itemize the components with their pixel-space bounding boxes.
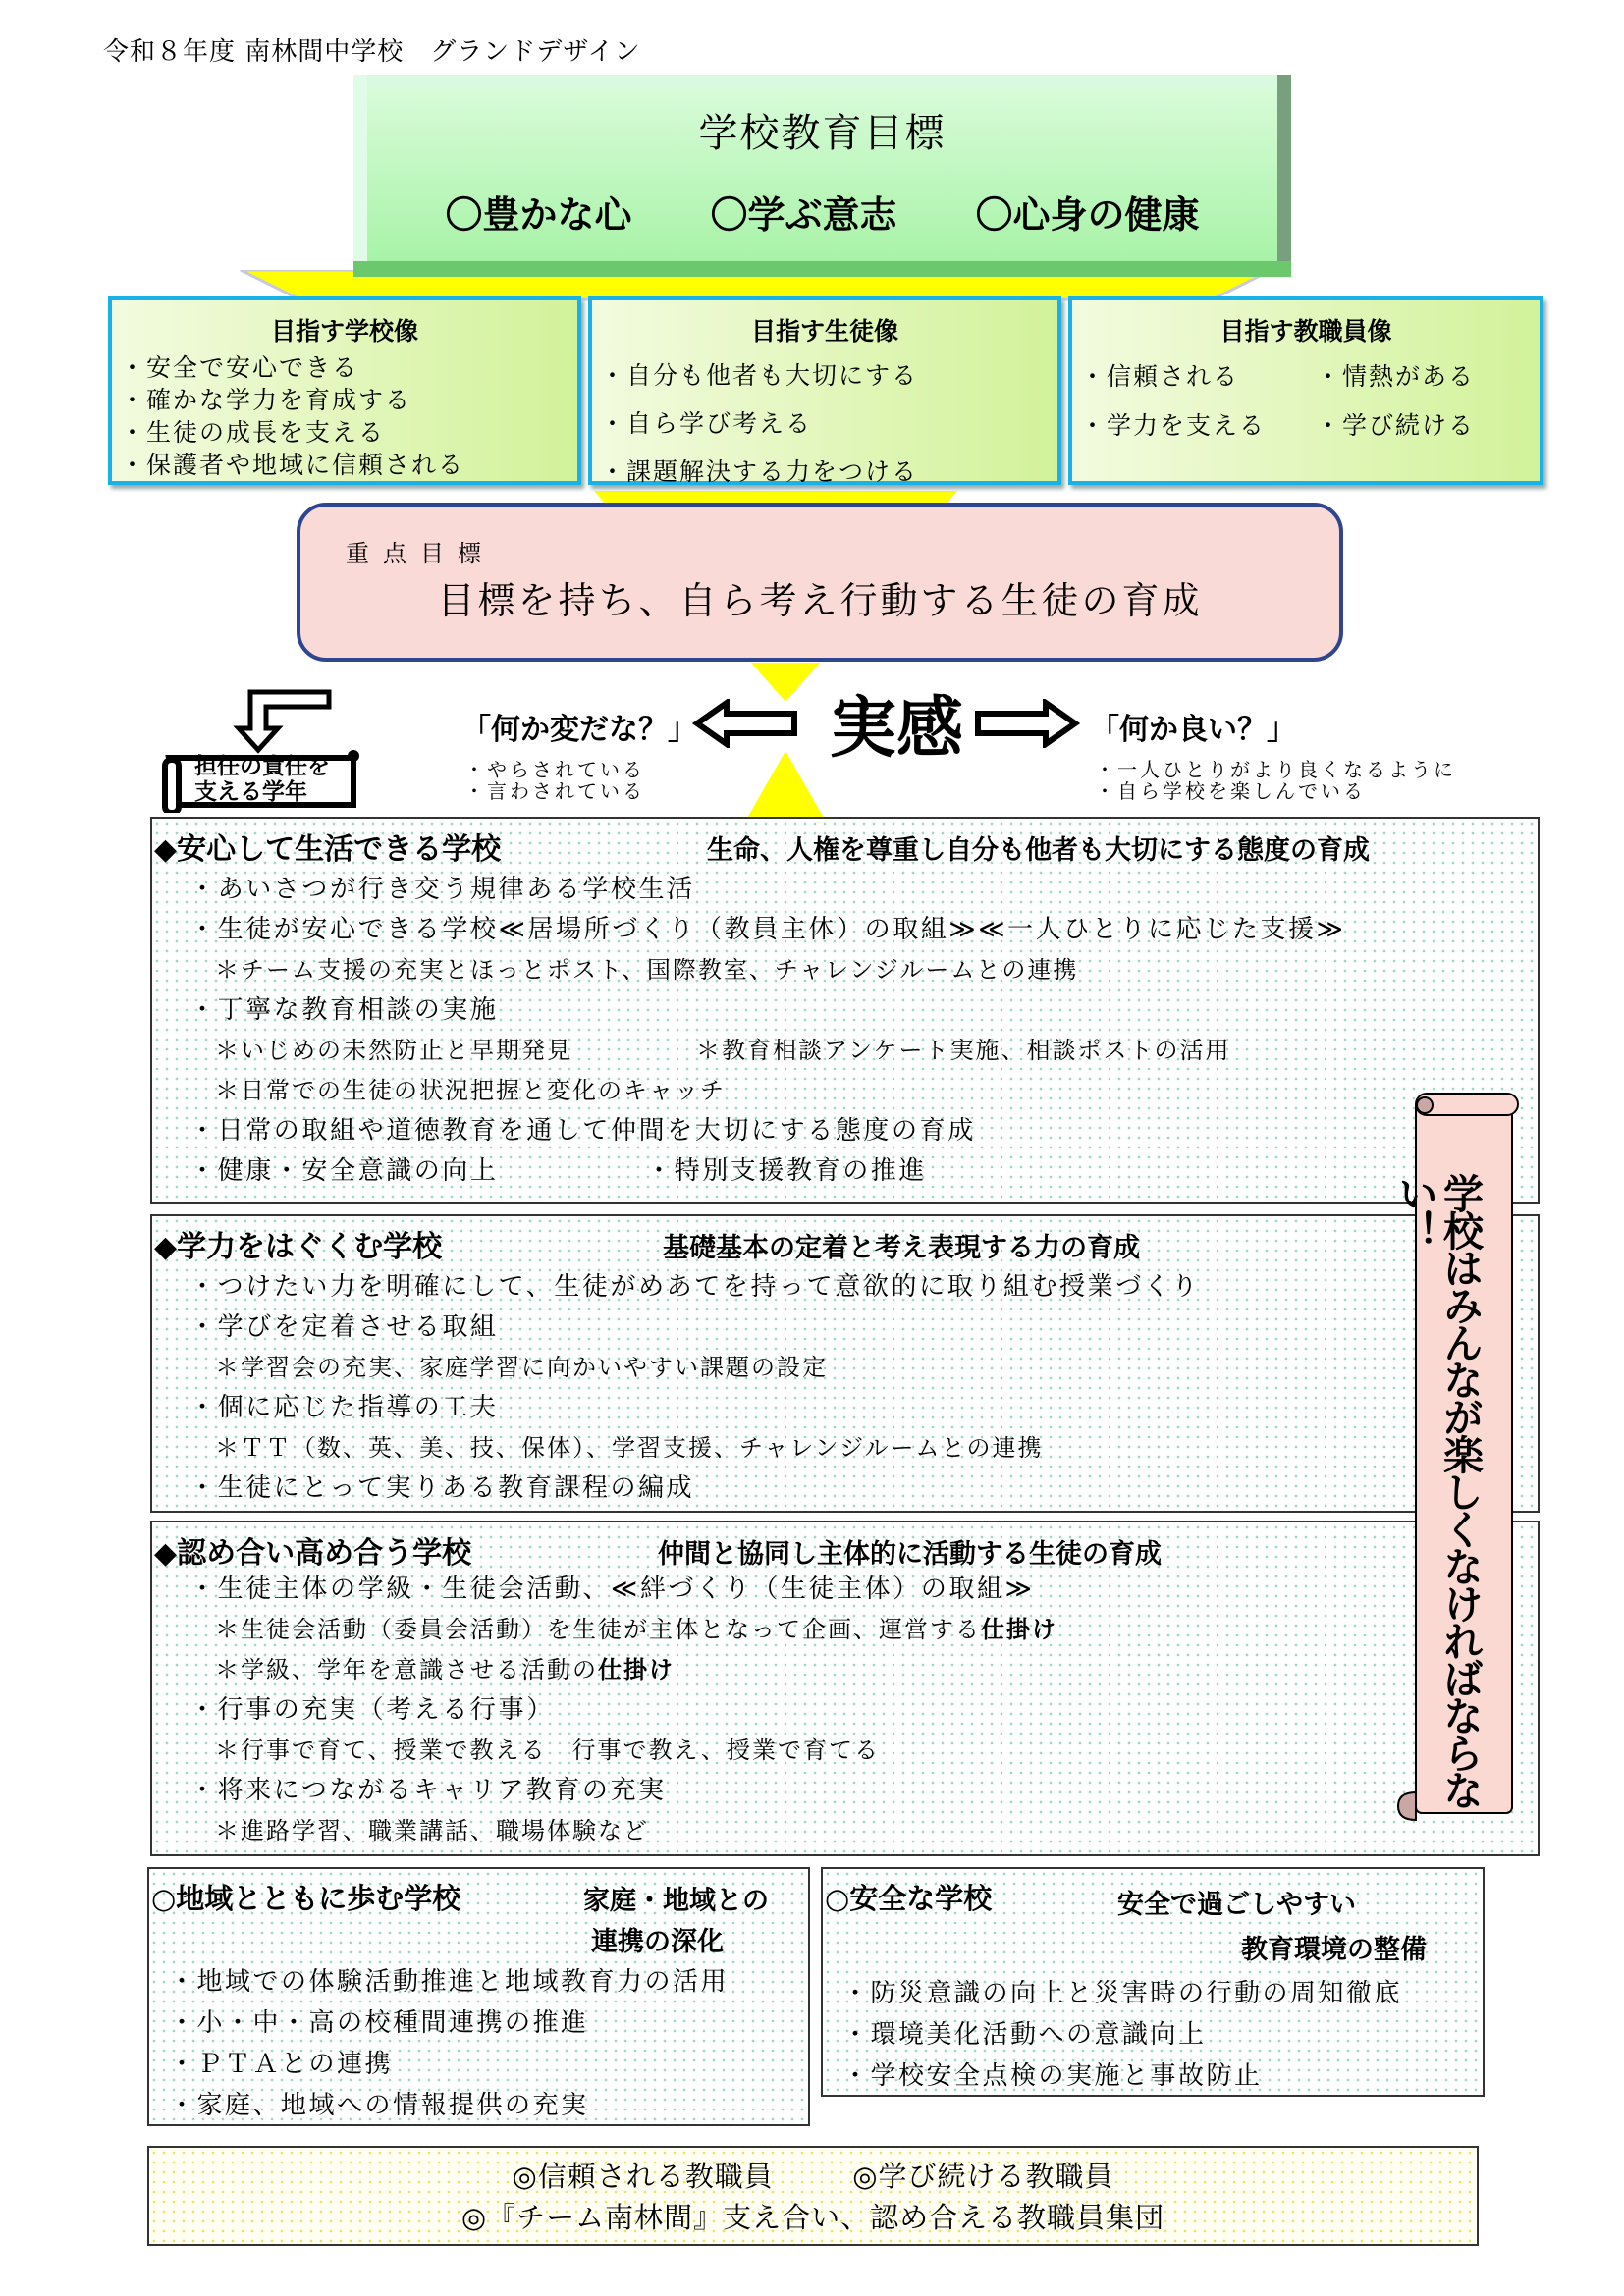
section-line: ・将来につながるキャリア教育の充実	[189, 1776, 667, 1805]
footer-line-1	[149, 2156, 1477, 2197]
feeling-item: ・一人ひとりがより良くなるように	[1095, 758, 1456, 781]
focus-goal-box	[297, 503, 1343, 662]
vision-item: ・課題解決する力をつける	[600, 457, 919, 486]
section-title: ○安全な学校	[825, 1882, 993, 1915]
left-arrow-icon	[692, 699, 800, 748]
section-subline: ＊学習会の充実、家庭学習に向かいやすい課題の設定	[215, 1354, 828, 1381]
section-subline: ＊進路学習、職業講話、職場体験など	[215, 1817, 649, 1844]
vision-item: ・保護者や地域に信頼される	[120, 451, 465, 479]
section-line: ・健康・安全意識の向上	[189, 1156, 499, 1186]
section-line: ・防災意識の向上と災害時の行動の周知徹底	[842, 1979, 1403, 2008]
return-arrow-icon	[239, 692, 329, 750]
section-subline-pair	[189, 1031, 1345, 1071]
section-subline: ＊日常での生徒の状況把握と変化のキャッチ	[215, 1077, 726, 1104]
up-triangle-bottom	[746, 751, 825, 820]
section-title: ○地域とともに歩む学校	[151, 1882, 461, 1915]
section-subline: ＊ＴＴ（数、英、美、技、保体）、学習支援、チャレンジルームとの連携	[215, 1434, 1044, 1462]
vision-item: ・自分も他者も大切にする	[600, 361, 919, 390]
scroll-banner	[1391, 1090, 1520, 1822]
vision-item: ・学び続ける	[1316, 411, 1476, 440]
section-subtitle-line: 安全で過ごしやすい	[1117, 1890, 1356, 1920]
vision-item: ・情熱がある	[1316, 362, 1476, 391]
section-line-pair	[189, 1151, 1345, 1192]
section-subline: ＊教育相談アンケート実施、相談ポストの活用	[696, 1037, 1231, 1064]
footer-item: ◎学び続ける教職員	[852, 2160, 1114, 2193]
section-safety	[821, 1867, 1485, 2097]
focus-goal-text: 目標を持ち、自ら考え行動する生徒の育成	[437, 579, 1203, 622]
feeling-item: ・やらされている	[464, 758, 645, 781]
right-arrow-icon	[972, 699, 1080, 748]
section-line: ・ＰＴＡとの連携	[169, 2050, 394, 2079]
section-line: ・丁寧な教育相談の実施	[189, 995, 499, 1025]
vision-title: 目指す学校像	[270, 317, 418, 346]
section-subline: ＊行事で育て、授業で教える 行事で教え、授業で育てる	[215, 1736, 880, 1764]
section-line: ・特別支援教育の推進	[646, 1156, 928, 1186]
section-subline-text: ＊学級、学年を意識させる活動の	[215, 1656, 598, 1683]
section-community	[147, 1867, 810, 2126]
section-subtitle: 基礎基本の定着と考え表現する力の育成	[663, 1233, 1140, 1263]
vision-staff-box	[1068, 296, 1543, 485]
grade-support-line: 支える学年	[194, 779, 307, 805]
section-title: ◆安心して生活できる学校	[154, 832, 502, 867]
feeling-negative-label: 「何か変だな？」	[461, 713, 697, 747]
school-goals-box	[353, 75, 1291, 277]
banner-text: 学校はみんなが楽しくなければならない！	[1391, 1173, 1484, 1807]
footer-item: ◎信頼される教職員	[512, 2160, 774, 2193]
section-mutual-respect	[150, 1521, 1540, 1856]
section-line: ・家庭、地域への情報提供の充実	[169, 2091, 589, 2120]
feeling-item: ・言わされている	[464, 779, 645, 803]
vision-student-box	[588, 296, 1061, 485]
section-subtitle-line: 連携の深化	[591, 1927, 724, 1957]
vision-title: 目指す生徒像	[750, 317, 898, 346]
section-line: ・つけたい力を明確にして、生徒がめあてを持って意欲的に取り組む授業づくり	[189, 1272, 1201, 1302]
section-title: ◆学力をはぐくむ学校	[154, 1230, 443, 1264]
vision-item: ・信頼される	[1080, 362, 1240, 391]
section-subline	[189, 1610, 1057, 1650]
feeling-item: ・自ら学校を楽しんでいる	[1095, 779, 1366, 803]
section-line: ・個に応じた指導の工夫	[189, 1393, 499, 1422]
goal-value: 〇心身の健康	[975, 193, 1200, 237]
vision-school-box	[108, 296, 581, 485]
feeling-negative-items	[464, 759, 645, 802]
feeling-positive-label: 「何か良い？」	[1090, 713, 1296, 747]
section-line: ・日常の取組や道徳教育を通して仲間を大切にする態度の育成	[189, 1116, 976, 1146]
section-safe-life	[150, 817, 1540, 1204]
section-academic	[150, 1214, 1540, 1513]
grade-support-line: 担任の責任を	[194, 754, 330, 779]
section-subline: ＊チーム支援の充実とほっとポスト、国際教室、チャレンジルームとの連携	[215, 956, 1079, 984]
document-title: 令和８年度 南林間中学校 グランドデザイン	[103, 37, 641, 67]
grade-support-scroll	[157, 748, 361, 813]
section-subtitle-line: 家庭・地域との	[583, 1886, 769, 1916]
section-line: ・あいさつが行き交う規律ある学校生活	[189, 875, 695, 904]
vision-title: 目指す教職員像	[1219, 317, 1392, 346]
section-line: ・環境美化活動への意識向上	[842, 2020, 1207, 2050]
vision-item: ・安全で安心できる	[120, 353, 359, 382]
section-line: ・小・中・高の校種間連携の推進	[169, 2008, 589, 2038]
vision-item: ・確かな学力を育成する	[120, 386, 412, 414]
section-subline-bold: 仕掛け	[598, 1656, 675, 1683]
vision-item: ・自ら学び考える	[600, 409, 813, 438]
section-subtitle: 仲間と協同し主体的に活動する生徒の育成	[658, 1539, 1162, 1570]
section-line: ・地域での体験活動推進と地域教育力の活用	[169, 1967, 730, 1997]
section-subline	[189, 1650, 1057, 1690]
section-line: ・学びを定着させる取組	[189, 1312, 499, 1342]
school-goals-values	[353, 185, 1291, 239]
footer-line-2: ◎『チーム南林間』支え合い、認め合える教職員集団	[460, 2201, 1165, 2234]
vision-item: ・生徒の成長を支える	[120, 418, 386, 447]
vision-item: ・学力を支える	[1080, 411, 1267, 440]
section-line: ・生徒にとって実りある教育課程の編成	[189, 1473, 695, 1503]
goal-value: 〇学ぶ意志	[710, 193, 897, 237]
school-goals-title: 学校教育目標	[698, 111, 947, 156]
feeling-center-label: 実感	[830, 690, 964, 768]
section-line: ・行事の充実（考える行事）	[189, 1695, 555, 1725]
section-line: ・生徒が安心できる学校≪居場所づくり（教員主体）の取組≫≪一人ひとりに応じた支援≫	[189, 915, 1346, 944]
grade-support-text	[194, 754, 342, 805]
section-subline-bold: 仕掛け	[981, 1616, 1057, 1643]
section-subline: ＊いじめの未然防止と早期発見	[215, 1037, 572, 1064]
staff-ideal-footer	[147, 2146, 1479, 2246]
feeling-positive-items	[1095, 759, 1456, 802]
section-subtitle: 生命、人権を尊重し自分も他者も大切にする態度の育成	[707, 835, 1370, 866]
section-line: ・学校安全点検の実施と事故防止	[842, 2061, 1263, 2091]
focus-goal-label: 重点目標	[346, 540, 495, 567]
section-subline-text: ＊生徒会活動（委員会活動）を生徒が主体となって企画、運営する	[215, 1616, 981, 1643]
section-subtitle-line: 教育環境の整備	[1241, 1935, 1427, 1965]
section-line: ・生徒主体の学級・生徒会活動、≪絆づくり（生徒主体）の取組≫	[189, 1575, 1035, 1604]
goal-value: 〇豊かな心	[445, 193, 632, 237]
section-title: ◆認め合い高め合う学校	[154, 1536, 472, 1571]
